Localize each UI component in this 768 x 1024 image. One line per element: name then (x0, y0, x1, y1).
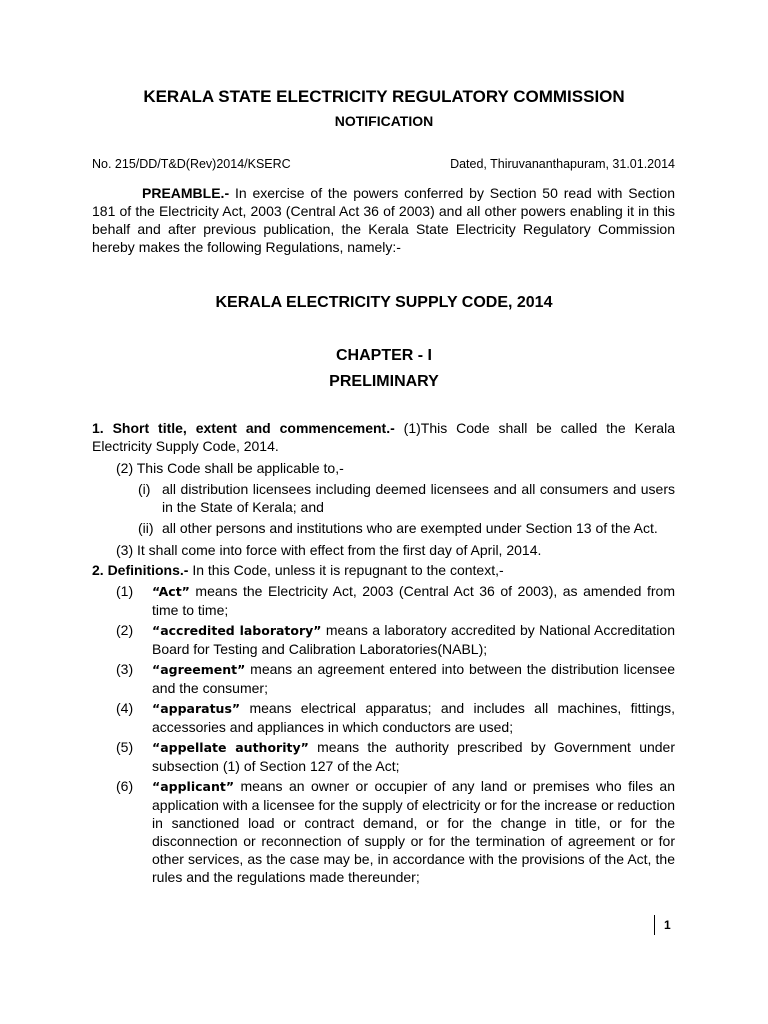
definition-number: (1) (116, 583, 134, 599)
definition-text: means a laboratory accredited by National Accreditation Board for Testing and Calibration Laboratories(NABL); (152, 622, 675, 657)
definition-number: (4) (116, 700, 134, 716)
definition-term: “Act” (152, 584, 190, 599)
definition-text: means the Electricity Act, 2003 (Central Act 36 of 2003), as amended from time to time; (152, 583, 675, 618)
definition-term: “applicant” (152, 779, 235, 794)
list-item-label: (i) (138, 481, 151, 497)
page-number: 1 (664, 918, 671, 932)
section-1-sub-3: (3) It shall come into force with effect from the first day of April, 2014. (116, 542, 542, 558)
definition-text: means an owner or occupier of any land or premises who files an application with a licensee for the supply of electricity or for the increase or reduction in sanctioned load or contract demand, or for the change in title, or for the disconnection or reconnection of supply or for the termination of agreement or for other services, as the case may be, in accordance with the provisions of the Act, the rules and the regulations made thereunder; (152, 778, 675, 885)
definition-text: means electrical apparatus; and includes all machines, fittings, accessories and appliances in which conductors are used; (152, 700, 675, 735)
chapter-number: CHAPTER - I (336, 347, 432, 364)
definition-item (152, 621, 675, 658)
definition-item (152, 660, 675, 697)
section-1-sub-2: (2) This Code shall be applicable to,- (116, 460, 344, 476)
section-1-heading: 1. Short title, extent and commencement.- (92, 420, 395, 436)
definition-text: means an agreement entered into between the distribution licensee and the consumer; (152, 661, 675, 696)
chapter-name: PRELIMINARY (329, 373, 439, 390)
definition-number: (6) (116, 778, 134, 794)
section-2-text: In this Code, unless it is repugnant to the context,- (188, 562, 504, 578)
definition-item (152, 699, 675, 736)
reference-number: No. 215/DD/T&D(Rev)2014/KSERC (92, 157, 291, 171)
list-item-text: all other persons and institutions who are exempted under Section 13 of the Act. (162, 520, 658, 536)
definition-number: (3) (116, 661, 134, 677)
definition-term: “accredited laboratory” (152, 623, 322, 638)
preamble-label: PREAMBLE.- (142, 185, 230, 201)
notification-heading: NOTIFICATION (334, 113, 434, 129)
code-title: KERALA ELECTRICITY SUPPLY CODE, 2014 (215, 294, 553, 311)
definition-item (152, 738, 675, 775)
commission-title: KERALA STATE ELECTRICITY REGULATORY COMMISSION (143, 87, 625, 106)
definition-item (152, 777, 675, 886)
list-item-label: (ii) (138, 520, 154, 536)
section-2-paragraph (92, 561, 675, 579)
definition-text: means the authority prescribed by Government under subsection (1) of Section 127 of the Act; (152, 739, 676, 774)
section-2-heading: 2. Definitions.- (92, 562, 189, 578)
section-1-paragraph (92, 419, 675, 455)
definition-number: (2) (116, 622, 134, 638)
preamble-paragraph (92, 184, 675, 256)
section-1-text: (1)This Code shall be called the Kerala Electricity Supply Code, 2014. (92, 420, 675, 454)
definition-term: “apparatus” (152, 701, 241, 716)
dated-line: Dated, Thiruvananthapuram, 31.01.2014 (450, 157, 675, 171)
preamble-text: In exercise of the powers conferred by Section 50 read with Section 181 of the Electricity Act, 2003 (Central Act 36 of 2003) and all other powers enabling it in this behalf and after previous publication, the Kerala State Electricity Regulatory Commission hereby makes the following Regulations, namely:- (92, 185, 675, 255)
list-item-text: all distribution licensees including deemed licensees and all consumers and users in the State of Kerala; and (162, 481, 675, 515)
definition-term: “appellate authority” (152, 740, 309, 755)
definition-number: (5) (116, 739, 134, 755)
reference-line (92, 157, 675, 171)
definition-item (152, 582, 675, 619)
page-number-divider (654, 915, 655, 935)
definition-term: “agreement” (152, 662, 246, 677)
